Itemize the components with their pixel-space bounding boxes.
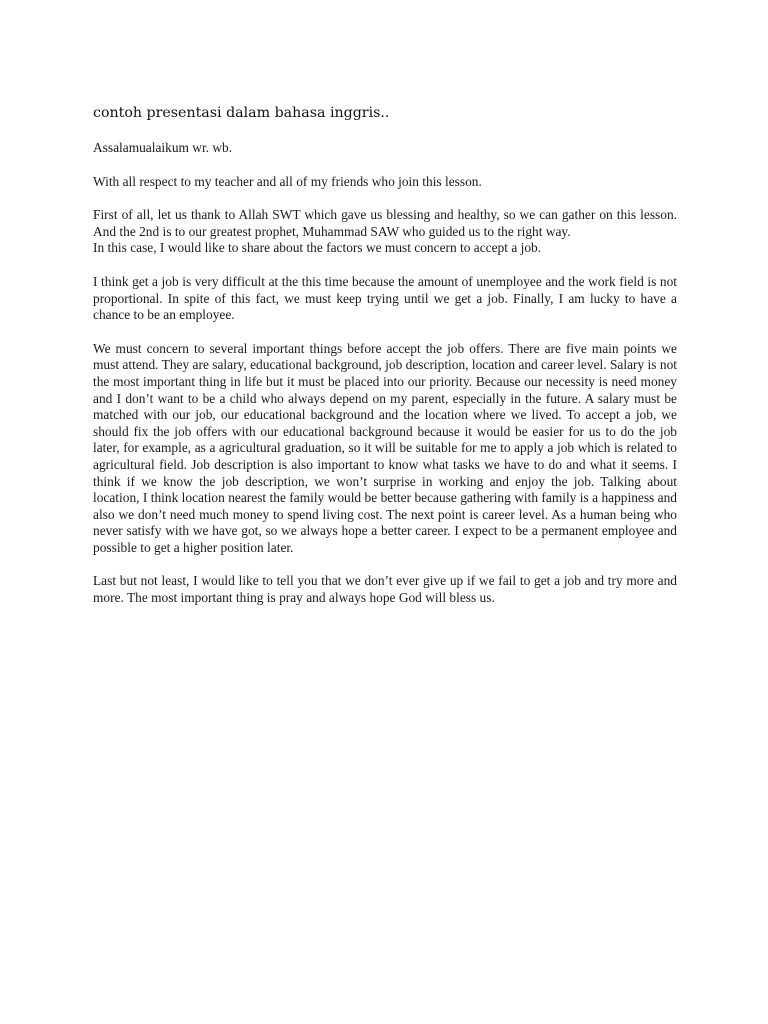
thanks-text: First of all, let us thank to Allah SWT which gave us blessing and healthy, so we can gather on this lesson. And the 2nd is to our greatest prophet, Muhammad SAW who guided us to the right way. (93, 207, 677, 239)
thanks-paragraph (93, 207, 677, 257)
topic-text: In this case, I would like to share about the factors we must concern to accept a job. (93, 240, 542, 256)
document-body (93, 104, 677, 607)
respect-paragraph: With all respect to my teacher and all of my friends who join this lesson. (93, 173, 482, 189)
factors-paragraph: We must concern to several important things before accept the job offers. There are five main points we must attend. They are salary, educational background, job description, location and career level. Salary is not the most important thing in life but it must be placed into our priority. Because our necessity is need money and I don’t want to be a child who always depend on my parent, especially in the future. A salary must be matched with our job, our educational background and the location where we lived. To accept a job, we should fix the job offers with our educational background because it would be easier for us to do the job later, for example, as a agricultural graduation, so it will be suitable for me to apply a job which is related to agricultural field. Job description is also important to know what tasks we have to do and what it seems. I think if we know the job description, we won’t surprise in working and enjoy the job. Talking about location, I think location nearest the family would be better because gathering with family is a happiness and also we don’t need much money to spend living cost. The next point is career level. As a human being who never satisfy with we have got, so we always hope a better career. I expect to be a permanent employee and possible to get a higher position later. (93, 340, 677, 555)
closing-paragraph: Last but not least, I would like to tell you that we don’t ever give up if we fail to get a job and try more and more. The most important thing is pray and always hope God will bless us. (93, 573, 677, 606)
difficulty-paragraph: I think get a job is very difficult at the this time because the amount of unemployee and the work field is not proportional. In spite of this fact, we must keep trying until we get a job. Finally, I am lucky to have a chance to be an employee. (93, 273, 677, 323)
document-title: contoh presentasi dalam bahasa inggris.. (93, 105, 390, 121)
greeting-paragraph: Assalamualaikum wr. wb. (93, 140, 233, 155)
